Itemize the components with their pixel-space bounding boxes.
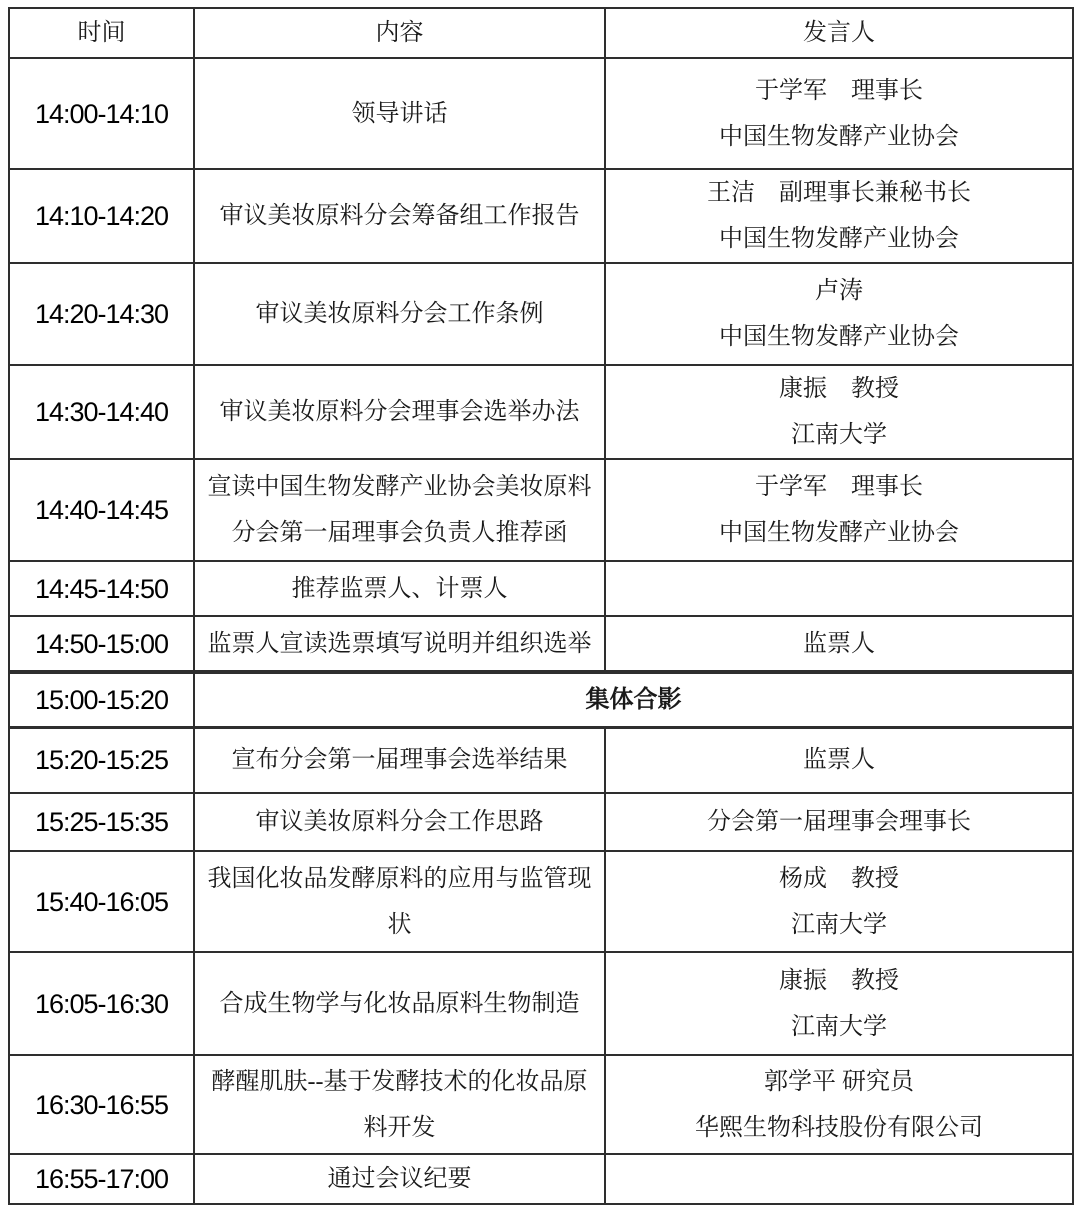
- cell-text-line: 中国生物发酵产业协会: [719, 324, 959, 350]
- content-cell: [194, 365, 605, 459]
- time-cell: 14:40-14:45: [9, 459, 194, 561]
- cell-text-line: 康振 教授: [779, 376, 899, 402]
- content-cell: [194, 58, 605, 169]
- header-row: [9, 8, 1073, 58]
- agenda-row: [9, 952, 1073, 1055]
- cell-text-line: 江南大学: [791, 422, 887, 448]
- time-cell: 15:20-15:25: [9, 727, 194, 793]
- time-cell: 15:25-15:35: [9, 793, 194, 851]
- speaker-cell: [605, 1055, 1073, 1154]
- agenda-row: [9, 851, 1073, 952]
- cell-text-line: 宣读中国生物发酵产业协会美妆原料: [207, 474, 592, 500]
- content-cell: [194, 169, 605, 263]
- agenda-body: [9, 58, 1073, 1204]
- cell-text-line: 中国生物发酵产业协会: [719, 520, 959, 546]
- time-cell: 14:20-14:30: [9, 263, 194, 365]
- header-speaker: 发言人: [605, 8, 1073, 58]
- agenda-row: [9, 263, 1073, 365]
- content-cell: [194, 459, 605, 561]
- cell-text-line: 于学军 理事长: [755, 474, 923, 500]
- cell-text-line: 江南大学: [791, 1013, 887, 1040]
- content-cell: [194, 561, 605, 616]
- agenda-row: [9, 169, 1073, 263]
- agenda-row: [9, 616, 1073, 672]
- cell-text-line: 分会第一届理事会理事长: [707, 809, 971, 835]
- content-cell: [194, 727, 605, 793]
- time-cell: 14:00-14:10: [9, 58, 194, 169]
- cell-text-line: 酵醒肌肤--基于发酵技术的化妆品原: [211, 1068, 588, 1095]
- agenda-row: [9, 365, 1073, 459]
- header-content: 内容: [194, 8, 605, 58]
- time-cell: 16:55-17:00: [9, 1154, 194, 1204]
- speaker-cell: [605, 459, 1073, 561]
- time-cell: 15:40-16:05: [9, 851, 194, 952]
- content-cell: [194, 1154, 605, 1204]
- cell-text-line: 集体合影: [585, 686, 682, 713]
- cell-text-line: 杨成 教授: [779, 865, 899, 892]
- content-cell: [194, 851, 605, 952]
- cell-text-line: 郭学平 研究员: [764, 1068, 914, 1095]
- agenda-row: [9, 1055, 1073, 1154]
- merged-content-cell: [194, 672, 1073, 727]
- cell-text-line: 于学军 理事长: [755, 77, 923, 104]
- speaker-cell: [605, 169, 1073, 263]
- cell-text-line: 监票人: [803, 630, 875, 657]
- cell-text-line: 审议美妆原料分会工作条例: [255, 301, 544, 327]
- cell-text-line: 卢涛: [815, 278, 863, 304]
- agenda-row: [9, 1154, 1073, 1204]
- agenda-row: [9, 561, 1073, 616]
- speaker-cell: [605, 1154, 1073, 1204]
- content-cell: [194, 952, 605, 1055]
- content-cell: [194, 1055, 605, 1154]
- time-cell: 16:30-16:55: [9, 1055, 194, 1154]
- speaker-cell: [605, 365, 1073, 459]
- time-cell: 14:45-14:50: [9, 561, 194, 616]
- cell-text-line: 领导讲话: [351, 100, 448, 127]
- cell-text-line: 料开发: [363, 1114, 436, 1141]
- agenda-row: [9, 58, 1073, 169]
- speaker-cell: [605, 727, 1073, 793]
- agenda-row: [9, 793, 1073, 851]
- agenda-row: [9, 459, 1073, 561]
- cell-text-line: 监票人宣读选票填写说明并组织选举: [207, 630, 592, 657]
- cell-text-line: 康振 教授: [779, 967, 899, 994]
- cell-text-line: 中国生物发酵产业协会: [719, 123, 959, 150]
- cell-text-line: 审议美妆原料分会理事会选举办法: [219, 399, 580, 425]
- time-cell: 16:05-16:30: [9, 952, 194, 1055]
- speaker-cell: [605, 793, 1073, 851]
- cell-text-line: 中国生物发酵产业协会: [719, 226, 959, 252]
- cell-text-line: 合成生物学与化妆品原料生物制造: [219, 990, 580, 1017]
- time-cell: 14:30-14:40: [9, 365, 194, 459]
- speaker-cell: [605, 561, 1073, 616]
- cell-text-line: 华熙生物科技股份有限公司: [695, 1114, 983, 1141]
- cell-text-line: 推荐监票人、计票人: [291, 575, 508, 602]
- time-cell: 14:10-14:20: [9, 169, 194, 263]
- cell-text-line: 王洁 副理事长兼秘书长: [707, 180, 971, 206]
- cell-text-line: 审议美妆原料分会工作思路: [255, 809, 544, 835]
- speaker-cell: [605, 952, 1073, 1055]
- agenda-row: [9, 672, 1073, 727]
- speaker-cell: [605, 616, 1073, 672]
- header-time: 时间: [9, 8, 194, 58]
- cell-text-line: 审议美妆原料分会筹备组工作报告: [219, 203, 580, 229]
- time-cell: 15:00-15:20: [9, 672, 194, 727]
- content-cell: [194, 793, 605, 851]
- cell-text-line: 宣布分会第一届理事会选举结果: [231, 747, 568, 774]
- time-cell: 14:50-15:00: [9, 616, 194, 672]
- speaker-cell: [605, 58, 1073, 169]
- cell-text-line: 我国化妆品发酵原料的应用与监管现状: [207, 865, 592, 938]
- cell-text-line: 江南大学: [791, 911, 887, 938]
- agenda-row: [9, 727, 1073, 793]
- speaker-cell: [605, 851, 1073, 952]
- content-cell: [194, 616, 605, 672]
- cell-text-line: 通过会议纪要: [327, 1166, 472, 1192]
- speaker-cell: [605, 263, 1073, 365]
- cell-text-line: 分会第一届理事会负责人推荐函: [231, 520, 568, 546]
- cell-text-line: 监票人: [803, 747, 875, 774]
- content-cell: [194, 263, 605, 365]
- agenda-table: [8, 7, 1074, 1205]
